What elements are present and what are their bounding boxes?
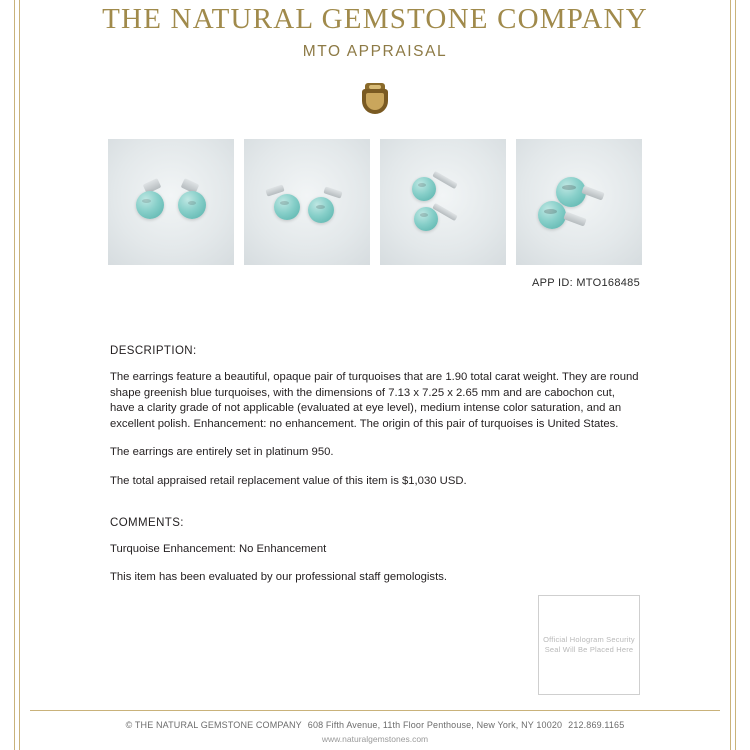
document-header bbox=[30, 0, 720, 61]
appraisal-body bbox=[30, 345, 720, 586]
footer-contact-line bbox=[30, 720, 720, 730]
footer-website[interactable]: www.naturalgemstones.com bbox=[321, 734, 429, 744]
gem-photo bbox=[108, 139, 234, 265]
hologram-placeholder-text: Official Hologram Security Seal Will Be Placed Here bbox=[543, 635, 635, 654]
left-outer-border-rule bbox=[14, 0, 15, 750]
photo-gallery bbox=[30, 139, 720, 265]
footer-phone: 212.869.1165 bbox=[568, 720, 625, 730]
comments-paragraph: Turquoise Enhancement: No Enhancement bbox=[110, 542, 327, 555]
company-title: THE NATURAL GEMSTONE COMPANY bbox=[102, 3, 648, 35]
footer-divider bbox=[30, 710, 720, 711]
comments-label: COMMENTS: bbox=[110, 516, 184, 529]
hologram-seal-placeholder bbox=[538, 595, 640, 695]
gem-photo bbox=[244, 139, 370, 265]
document-subtitle: MTO APPRAISAL bbox=[302, 43, 448, 60]
heraldic-crest-icon bbox=[360, 83, 390, 117]
right-outer-border-rule bbox=[735, 0, 736, 750]
footer-address: 608 Fifth Avenue, 11th Floor Penthouse, New York, NY 10020 bbox=[307, 720, 563, 730]
gem-photo bbox=[380, 139, 506, 265]
document-footer bbox=[30, 710, 720, 744]
description-paragraph: The total appraised retail replacement value of this item is $1,030 USD. bbox=[110, 474, 467, 487]
document-content bbox=[30, 0, 720, 750]
description-label: DESCRIPTION: bbox=[110, 345, 197, 357]
description-paragraph: The earrings are entirely set in platinum 950. bbox=[110, 446, 334, 459]
description-paragraph: The earrings feature a beautiful, opaque pair of turquoises that are 1.90 total carat weight. They are round shape greenish blue turquoises, with the dimensions of 7.13 x 7.25 x 2.65 mm and are cabochon cut, have a clarity grade of not applicable (evaluated at eye level), medium intense color saturation, and an excellent polish. Enhancement: no enhancement. The origin of this pair of turquoises is United States. bbox=[110, 371, 639, 430]
footer-company: © THE NATURAL GEMSTONE COMPANY bbox=[125, 720, 302, 730]
app-id-label: APP ID: MTO168485 bbox=[531, 277, 640, 289]
hologram-placeholder-container bbox=[538, 595, 640, 695]
gem-photo bbox=[516, 139, 642, 265]
right-inner-border-rule bbox=[730, 0, 731, 750]
crest-container bbox=[30, 83, 720, 117]
left-inner-border-rule bbox=[19, 0, 20, 750]
comments-paragraph: This item has been evaluated by our professional staff gemologists. bbox=[110, 571, 448, 584]
